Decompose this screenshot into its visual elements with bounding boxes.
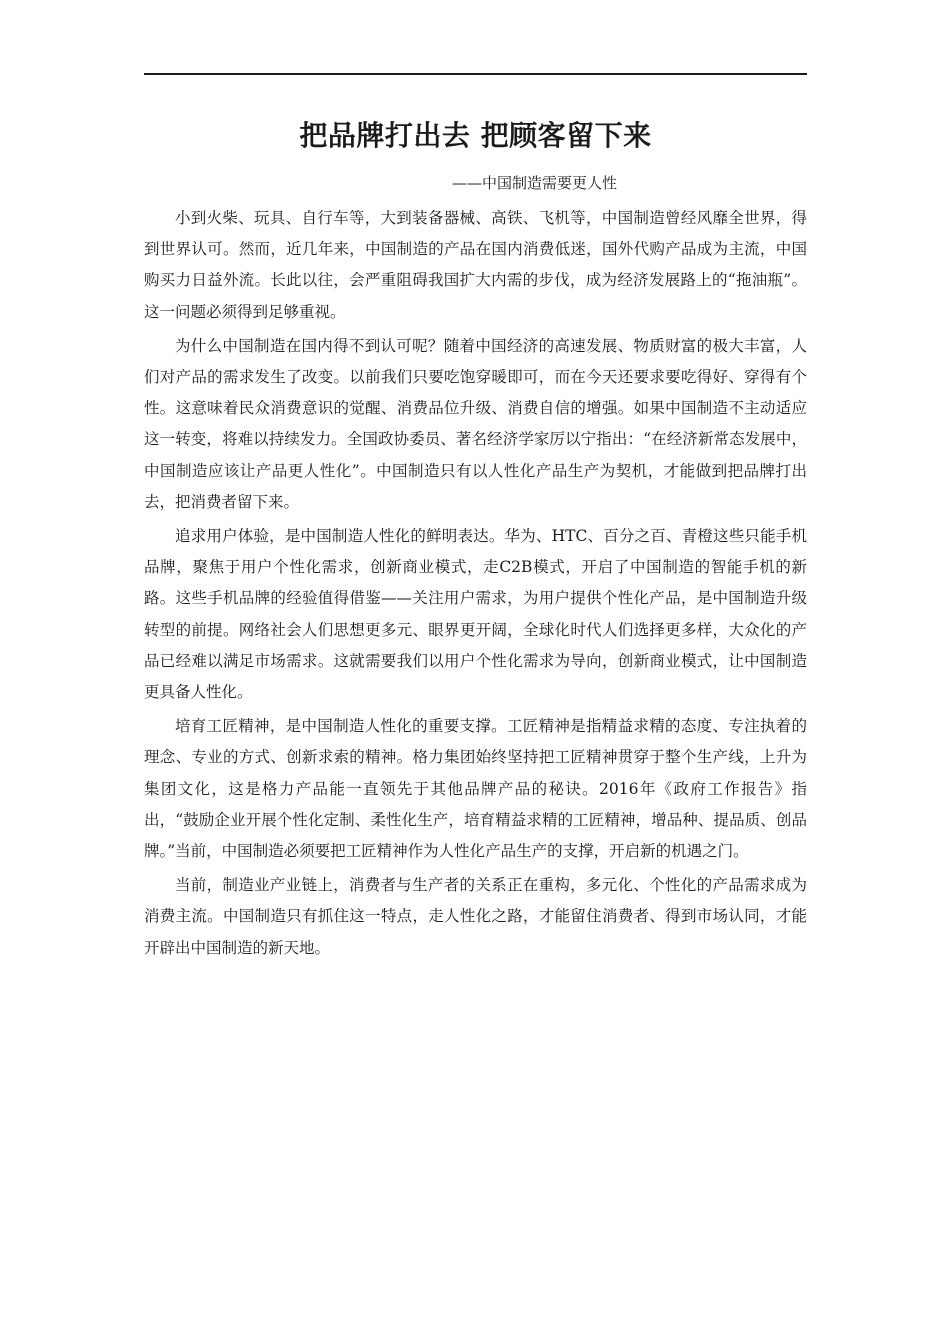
article-title: 把品牌打出去 把顾客留下来 (299, 119, 652, 152)
article-body (144, 203, 807, 967)
paragraph-3: 追求用户体验，是中国制造人性化的鲜明表达。华为、HTC、百分之百、青橙这些只能手机品牌，聚焦于用户个性化需求，创新商业模式，走C2B模式，开启了中国制造的智能手机的新路。这些手机品牌的经验值得借鉴——关注用户需求，为用户提供个性化产品，是中国制造升级转型的前提。网络社会人们思想更多元、眼界更开阔，全球化时代人们选择更多样，大众化的产品已经难以满足市场需求。这就需要我们以用户个性化需求为导向，创新商业模式，让中国制造更具备人性化。 (144, 527, 807, 702)
paragraph-5: 当前，制造业产业链上，消费者与生产者的关系正在重构，多元化、个性化的产品需求成为消费主流。中国制造只有抓住这一特点，走人性化之路，才能留住消费者、得到市场认同，才能开辟出中国制造的新天地。 (144, 876, 807, 957)
paragraph-2: 为什么中国制造在国内得不到认可呢？随着中国经济的高速发展、物质财富的极大丰富，人们对产品的需求发生了改变。以前我们只要吃饱穿暖即可，而在今天还要求要吃得好、穿得有个性。这意味着民众消费意识的觉醒、消费品位升级、消费自信的增强。如果中国制造不主动适应这一转变，将难以持续发力。全国政协委员、著名经济学家厉以宁指出：“在经济新常态发展中，中国制造应该让产品更人性化”。中国制造只有以人性化产品生产为契机，才能做到把品牌打出去，把消费者留下来。 (144, 336, 807, 511)
header-rule (144, 73, 807, 75)
paragraph-1: 小到火柴、玩具、自行车等，大到装备器械、高铁、飞机等，中国制造曾经风靡全世界，得到世界认可。然而，近几年来，中国制造的产品在国内消费低迷，国外代购产品成为主流，中国购买力日益外流。长此以往，会严重阻碍我国扩大内需的步伐，成为经济发展路上的“拖油瓶”。这一问题必须得到足够重视。 (144, 209, 807, 321)
article-subtitle: ——中国制造需要更人性 (452, 174, 618, 192)
paragraph-4: 培育工匠精神，是中国制造人性化的重要支撑。工匠精神是指精益求精的态度、专注执着的理念、专业的方式、创新求索的精神。格力集团始终坚持把工匠精神贯穿于整个生产线，上升为集团文化，这是格力产品能一直领先于其他品牌产品的秘诀。2016年《政府工作报告》指出，“鼓励企业开展个性化定制、柔性化生产，培育精益求精的工匠精神，增品种、提品质、创品牌。”当前，中国制造必须要把工匠精神作为人性化产品生产的支撑，开启新的机遇之门。 (144, 717, 807, 861)
